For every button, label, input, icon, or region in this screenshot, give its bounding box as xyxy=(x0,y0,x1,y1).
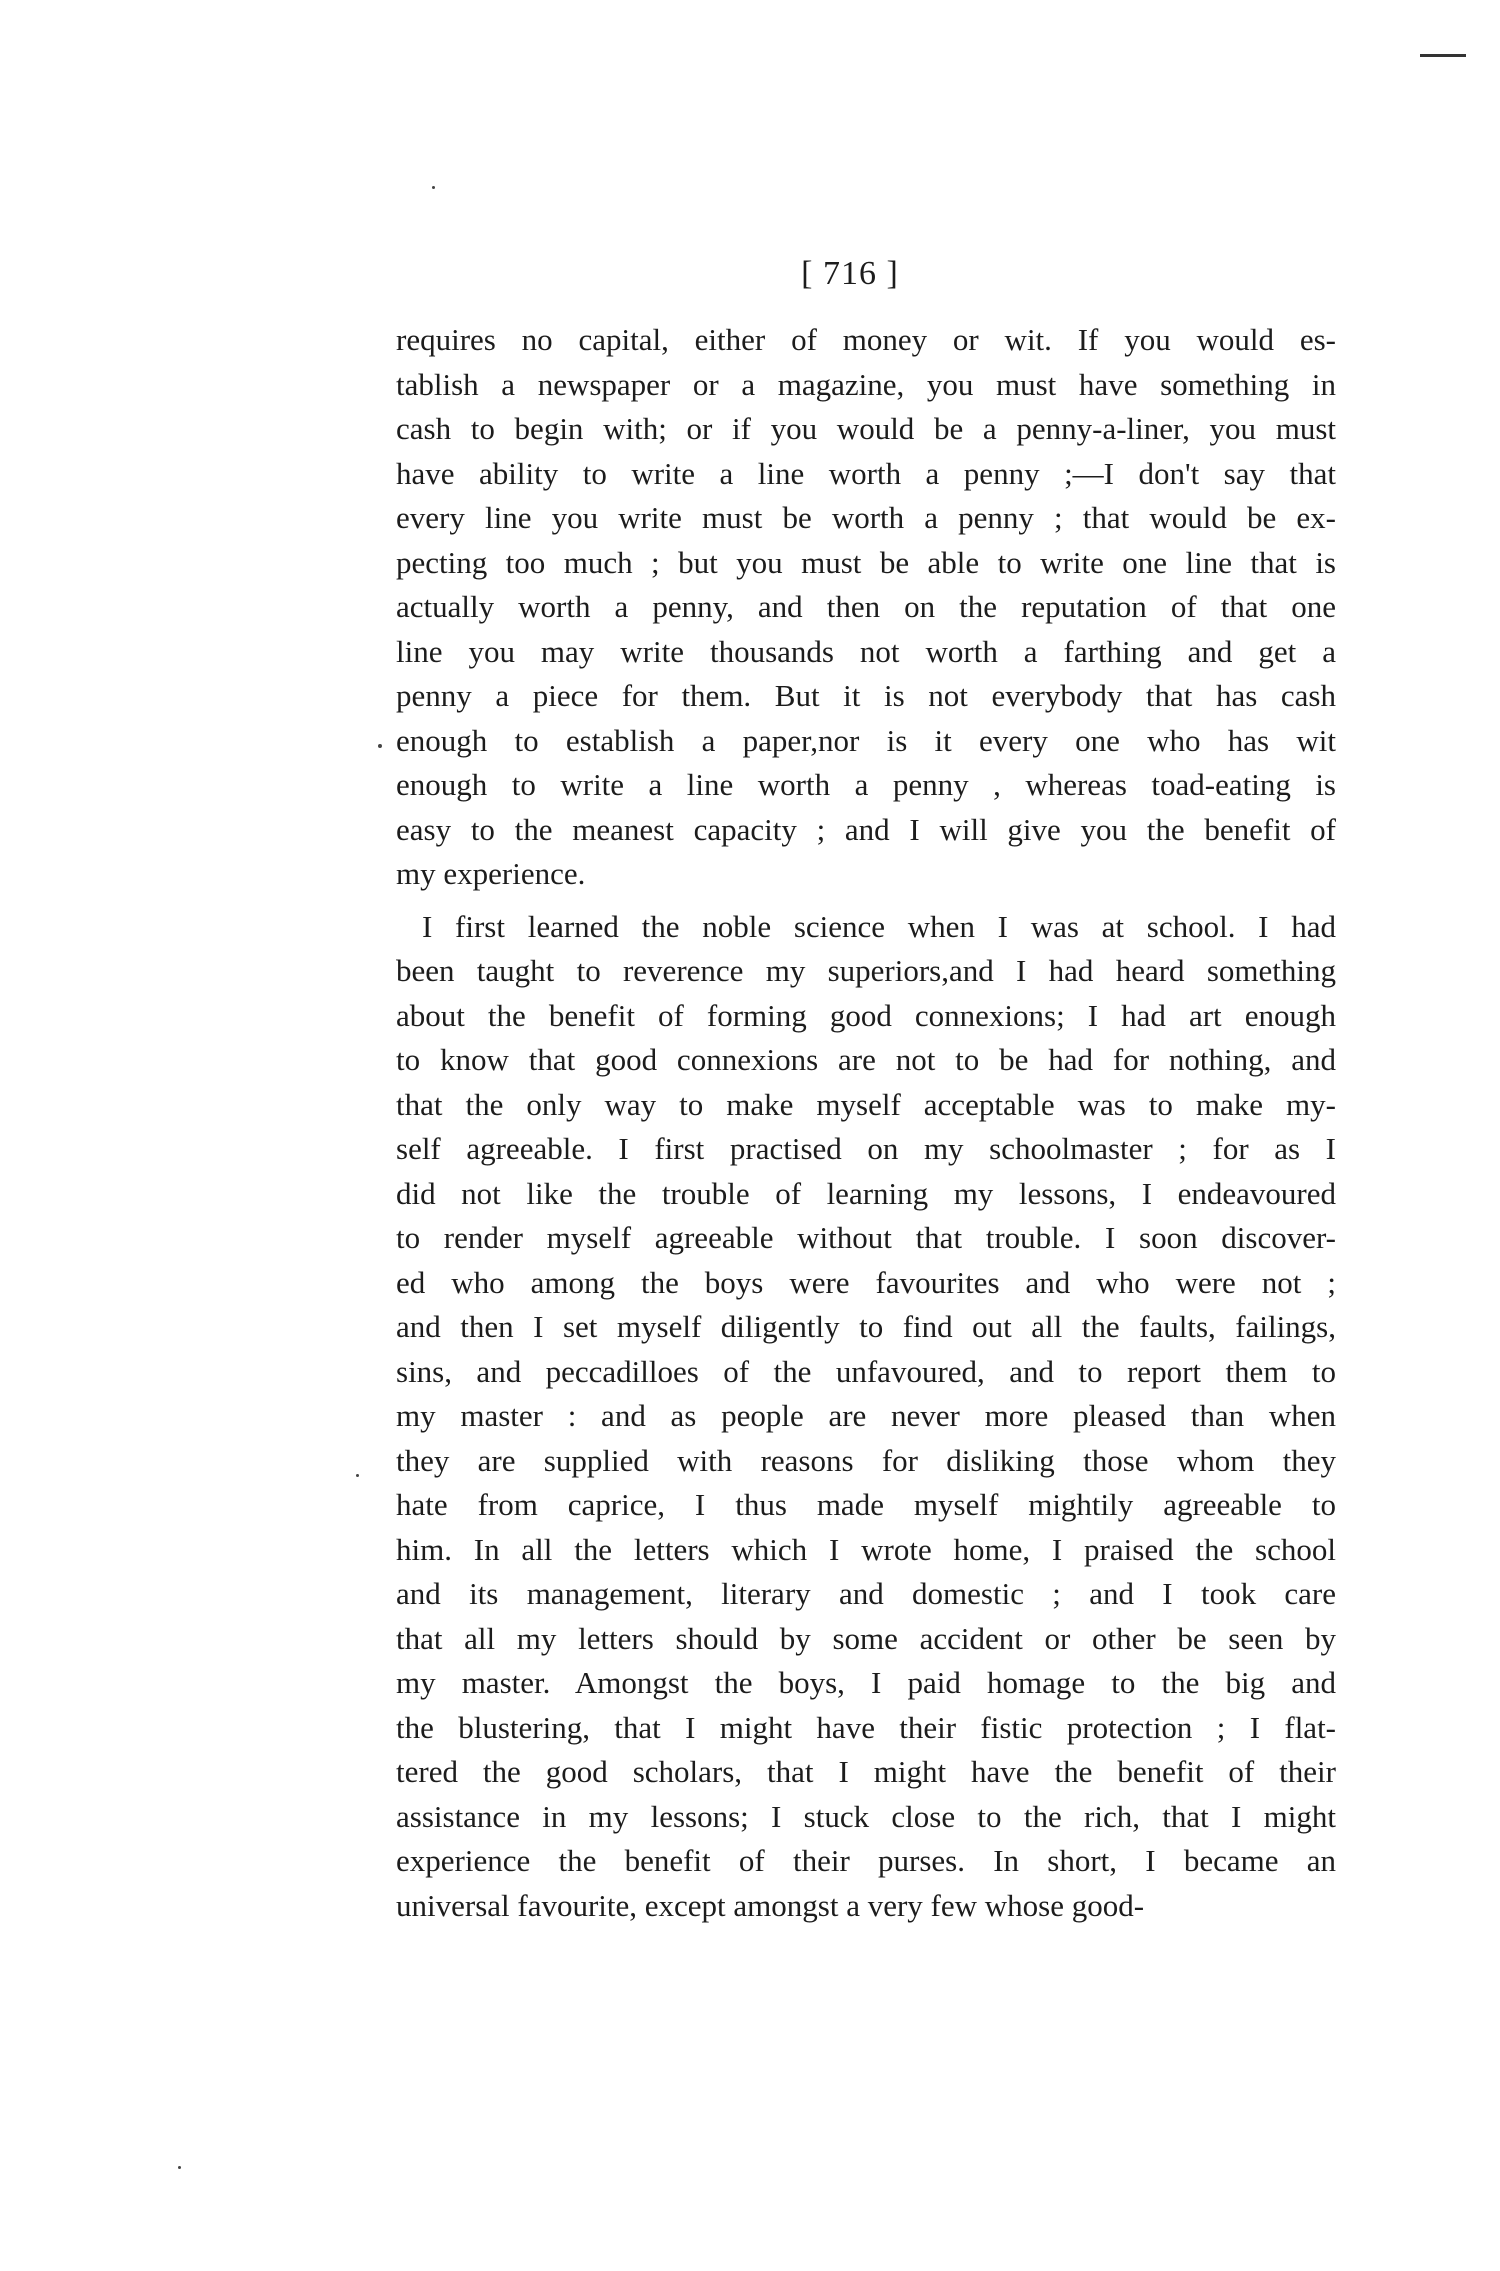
page-number: [ 716 ] xyxy=(801,255,899,292)
text-line: about the benefit of forming good connexions; I had art enough xyxy=(396,997,1336,1033)
text-line: tered the good scholars, that I might have the benefit of their xyxy=(396,1754,1336,1789)
text-line: assistance in my lessons; I stuck close to the rich, that I might xyxy=(396,1798,1336,1834)
text-line: to render myself agreeable without that trouble. I soon discover- xyxy=(396,1220,1336,1255)
text-line: actually worth a penny, and then on the reputation of that one xyxy=(396,589,1336,624)
text-line: sins, and peccadilloes of the unfavoured, and to report them to xyxy=(396,1353,1336,1389)
text-line: that all my letters should by some accident or other be seen by xyxy=(396,1620,1336,1656)
text-line: every line you write must be worth a penny ; that would be ex- xyxy=(396,500,1336,535)
text-line: been taught to reverence my superiors,and I had heard something xyxy=(396,953,1336,988)
paragraph-gap xyxy=(396,897,1336,905)
text-line: pecting too much ; but you must be able to write one line that is xyxy=(396,544,1336,580)
ink-speck xyxy=(432,186,435,189)
text-line: tablish a newspaper or a magazine, you must have something in xyxy=(396,366,1336,402)
text-line: they are supplied with reasons for disliking those whom they xyxy=(396,1442,1336,1478)
text-line: the blustering, that I might have their fistic protection ; I flat- xyxy=(396,1709,1336,1745)
text-line: enough to establish a paper,nor is it every one who has wit xyxy=(396,722,1336,758)
text-line: and its management, literary and domestic ; and I took care xyxy=(396,1576,1336,1611)
text-line: I first learned the noble science when I was at school. I had xyxy=(422,908,1336,944)
text-line: him. In all the letters which I wrote home, I praised the school xyxy=(396,1531,1336,1567)
text-line: my experience. xyxy=(396,856,586,891)
paragraph xyxy=(396,318,1336,897)
ink-speck xyxy=(356,1474,359,1477)
text-line: have ability to write a line worth a penny ;—I don't say that xyxy=(396,455,1336,491)
text-line: my master : and as people are never more pleased than when xyxy=(396,1398,1336,1433)
text-line: line you may write thousands not worth a farthing and get a xyxy=(396,633,1336,669)
text-line: self agreeable. I first practised on my schoolmaster ; for as I xyxy=(396,1131,1336,1166)
text-line: easy to the meanest capacity ; and I will give you the benefit of xyxy=(396,811,1336,847)
text-line: and then I set myself diligently to find out all the faults, failings, xyxy=(396,1309,1336,1344)
text-line: my master. Amongst the boys, I paid homage to the big and xyxy=(396,1665,1336,1700)
text-line: enough to write a line worth a penny , whereas toad-eating is xyxy=(396,767,1336,802)
text-line: that the only way to make myself acceptable was to make my- xyxy=(396,1086,1336,1122)
text-line: cash to begin with; or if you would be a penny-a-liner, you must xyxy=(396,411,1336,446)
page-edge-mark xyxy=(1420,54,1466,57)
ink-speck xyxy=(378,744,382,748)
text-line: did not like the trouble of learning my lessons, I endeavoured xyxy=(396,1175,1336,1211)
body-text xyxy=(396,318,1336,1928)
text-line: to know that good connexions are not to be had for nothing, and xyxy=(396,1042,1336,1077)
text-line: penny a piece for them. But it is not everybody that has cash xyxy=(396,678,1336,713)
text-line: experience the benefit of their purses. In short, I became an xyxy=(396,1843,1336,1878)
paragraph xyxy=(396,905,1336,1929)
text-line: universal favourite, except amongst a very few whose good- xyxy=(396,1887,1145,1923)
text-line: requires no capital, either of money or wit. If you would es- xyxy=(396,322,1336,357)
ink-speck xyxy=(178,2166,181,2169)
text-line: hate from caprice, I thus made myself mightily agreeable to xyxy=(396,1487,1336,1522)
text-line: ed who among the boys were favourites and who were not ; xyxy=(396,1264,1336,1300)
